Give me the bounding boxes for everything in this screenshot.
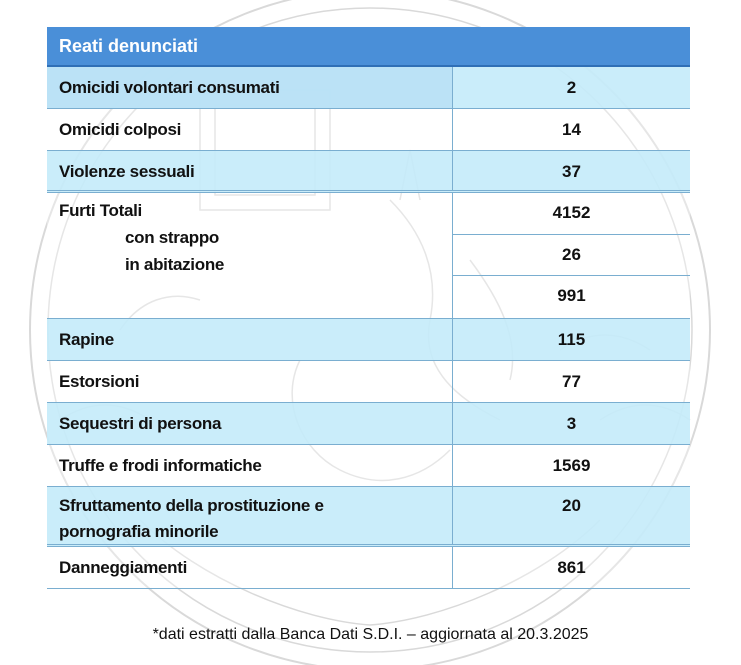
- table-header: Reati denunciati: [47, 27, 690, 67]
- furti-sub-abitazione-label: in abitazione: [125, 255, 225, 274]
- row-label: Violenze sessuali: [47, 151, 453, 190]
- table-row: [47, 403, 690, 445]
- row-value: 14: [562, 120, 581, 139]
- table-row: [47, 109, 690, 151]
- row-value: 37: [562, 162, 581, 181]
- table-row: [47, 319, 690, 361]
- source-footnote: *dati estratti dalla Banca Dati S.D.I. – aggiornata al 20.3.2025: [152, 626, 589, 643]
- row-label: Sfruttamento della prostituzione e: [59, 496, 324, 515]
- table-row: [47, 361, 690, 403]
- row-label: Omicidi colposi: [47, 109, 453, 150]
- row-label-continued: pornografia minorile: [59, 522, 219, 541]
- furti-sub-strappo-label: con strappo: [125, 228, 219, 247]
- row-value: 2: [566, 78, 577, 97]
- table-row: [47, 487, 690, 547]
- row-value: 1569: [552, 456, 591, 475]
- table-row: [47, 445, 690, 487]
- row-label: Omicidi volontari consumati: [47, 67, 453, 108]
- furti-total-value: 4152: [453, 193, 690, 235]
- row-label: Danneggiamenti: [47, 547, 453, 588]
- furti-abitazione-value: 991: [557, 286, 586, 306]
- furti-strappo-value: 26: [453, 235, 690, 277]
- furti-label: Furti Totali: [59, 201, 142, 220]
- table-row: [47, 67, 690, 109]
- table-row-furti: [47, 193, 690, 319]
- row-label: Rapine: [47, 319, 453, 360]
- table-row: [47, 547, 690, 589]
- row-value: 3: [566, 414, 577, 433]
- row-label: Truffe e frodi informatiche: [47, 445, 453, 486]
- table-row: [47, 151, 690, 193]
- row-value: 115: [557, 330, 586, 349]
- row-label: Sequestri di persona: [47, 403, 453, 444]
- row-value: 861: [557, 558, 586, 577]
- row-label: Estorsioni: [47, 361, 453, 402]
- crimes-table: [47, 27, 690, 589]
- row-value: 20: [562, 496, 581, 515]
- row-value: 77: [562, 372, 581, 391]
